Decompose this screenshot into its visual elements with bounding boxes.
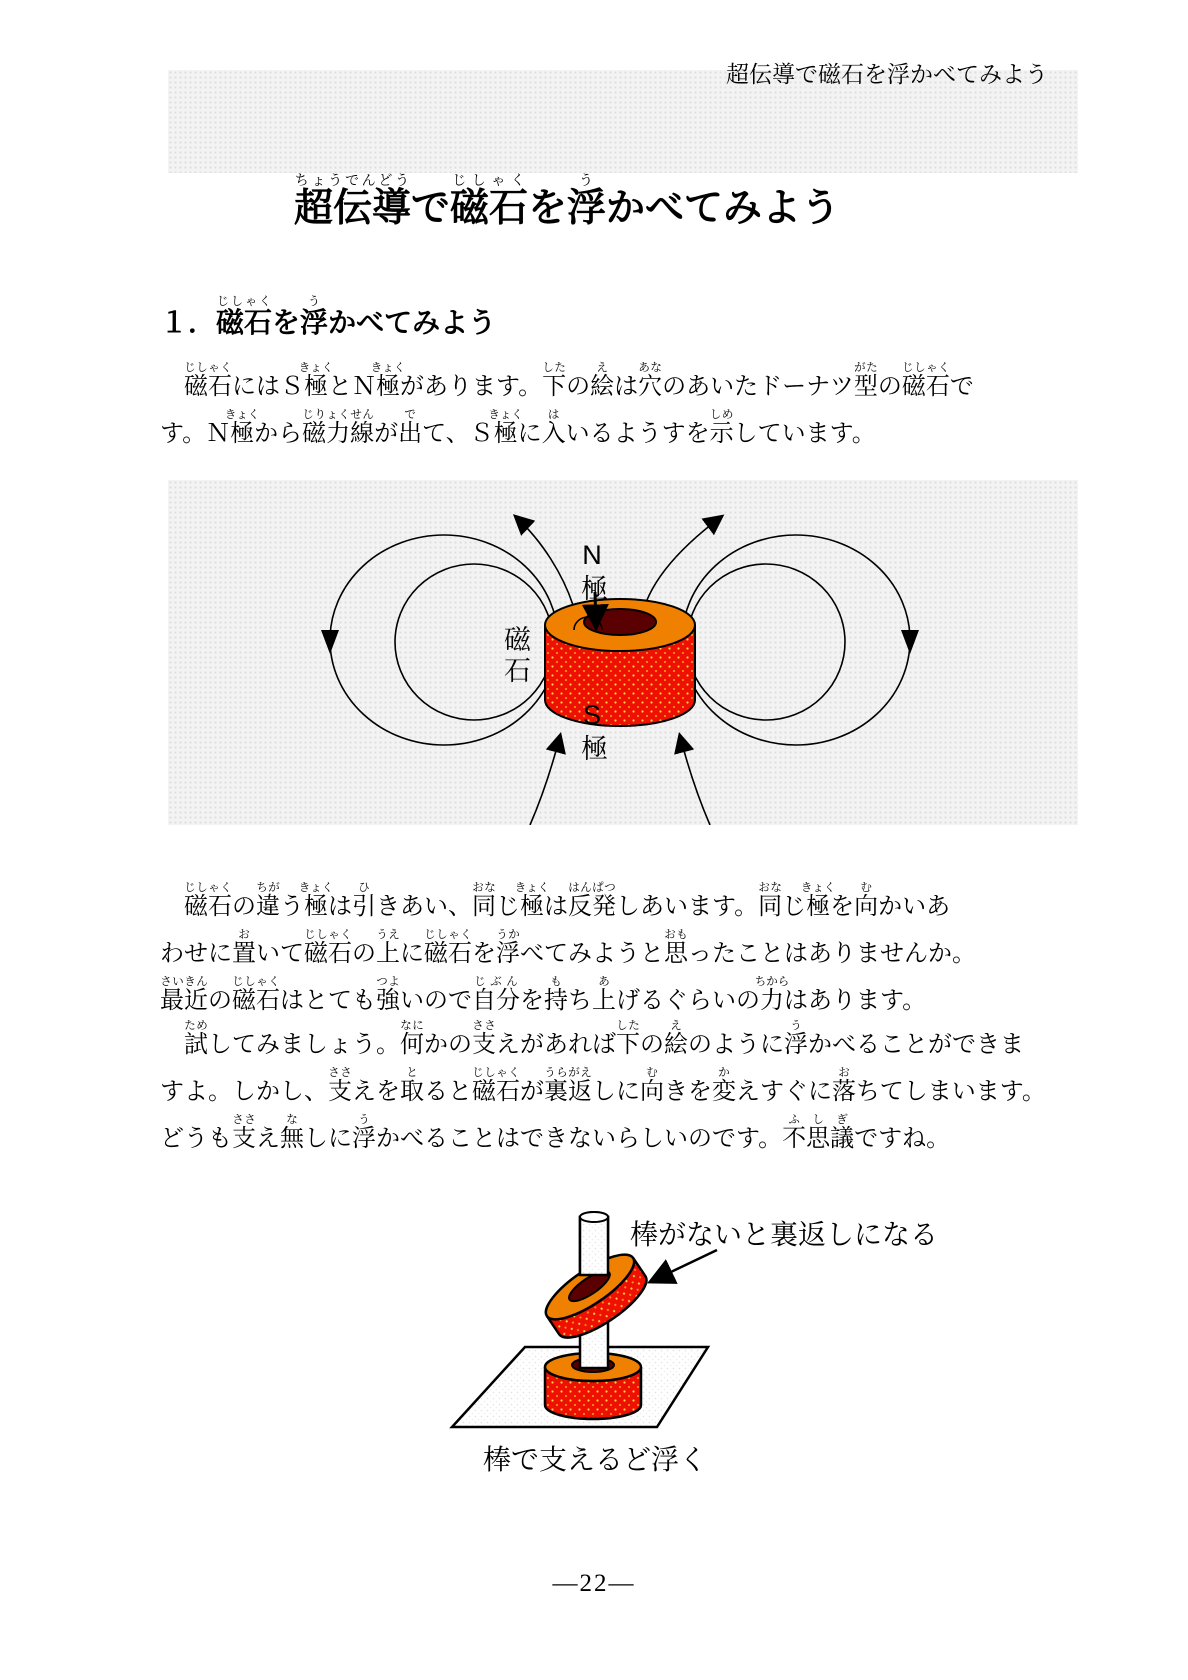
annotation-text: 棒がないと裏返しになる bbox=[630, 1219, 939, 1250]
label-magnet: 磁石 bbox=[500, 625, 530, 687]
paragraph-2 bbox=[160, 882, 1060, 1023]
rod-upper-top bbox=[580, 1212, 608, 1222]
page-title: 超伝導ちょうでんどうで磁石じしゃくを浮うかべてみよう bbox=[293, 172, 841, 230]
donut-magnet bbox=[545, 599, 695, 726]
field-line-bottom-left bbox=[530, 736, 560, 825]
annotation-arrow bbox=[652, 1250, 717, 1281]
paragraph-3-line-3: どうも支ささえ無なしに浮うかべることはできないらしいのです。不思議ふしぎですね。 bbox=[160, 1114, 951, 1152]
page-number: —22— bbox=[552, 1570, 636, 1597]
field-loop-right-inner bbox=[687, 564, 845, 720]
field-diagram bbox=[168, 480, 1078, 825]
label-n-pole: N極 bbox=[577, 540, 607, 605]
paragraph-3 bbox=[160, 1020, 1060, 1161]
support-rod-upper bbox=[580, 1212, 608, 1275]
running-header: 超伝導で磁石を浮かべてみよう bbox=[726, 61, 1048, 87]
field-diagram-svg bbox=[168, 480, 1078, 825]
section-heading: １．磁石じしゃくを浮うかべてみよう bbox=[160, 294, 497, 338]
paragraph-1-line-2: す。Ｎ極きょくから磁力線じりょくせんが出でて、Ｓ極きょくに入はいるようすを示しめしています。 bbox=[160, 409, 876, 447]
paragraph-1-line-1: 磁石じしゃくにはＳ極きょくとＮ極きょくがあります。下したの絵えは穴あなのあいたドーナツ型がたの磁石じしゃくで bbox=[184, 362, 974, 400]
caption-text: 棒で支えるど浮く bbox=[483, 1444, 708, 1475]
paragraph-2-line-2: わせに置おいて磁石じしゃくの上うえに磁石じしゃくを浮うかべてみようと思おもったことはありませんか。 bbox=[160, 929, 976, 967]
field-arrow-left-down bbox=[321, 630, 339, 654]
field-arrow-right-down bbox=[901, 630, 919, 654]
paragraph-1 bbox=[160, 362, 1060, 456]
field-line-bottom-right bbox=[680, 736, 710, 825]
rod-upper-body bbox=[580, 1217, 608, 1275]
label-s-pole: S極 bbox=[577, 700, 607, 765]
paragraph-3-line-1: 試ためしてみましょう。何なにかの支ささえがあれば下したの絵えのように浮うかべることができま bbox=[184, 1020, 1024, 1058]
paragraph-2-line-1: 磁石じしゃくの違ちがう極きょくは引ひきあい、同おなじ極きょくは反発はんぱつしあいます。同おなじ極きょくを向むかいあ bbox=[184, 882, 951, 920]
paragraph-3-line-2: すよ。しかし、支ささえを取とると磁石じしゃくが裏返うらがえしに向むきを変かえすぐに落おちてしまいます。 bbox=[160, 1067, 1046, 1105]
paragraph-2-line-3: 最近さいきんの磁石じしゃくはとても強つよいので自分じぶんを持もち上あげるぐらいの力ちからはあります。 bbox=[160, 976, 927, 1014]
